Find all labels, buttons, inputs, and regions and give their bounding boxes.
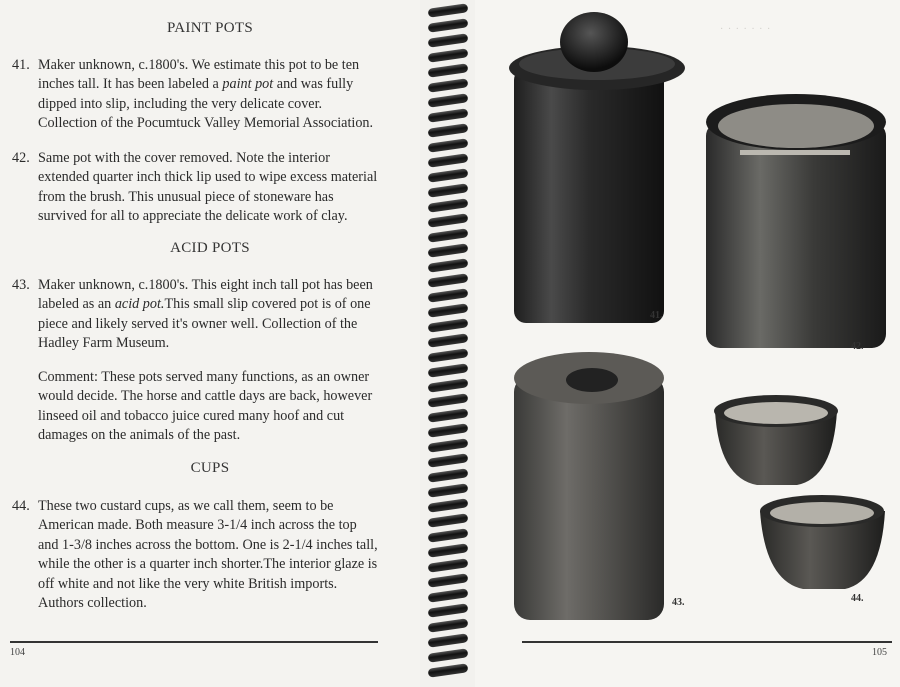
binding-coil: [428, 618, 469, 632]
pot-body: [514, 376, 664, 620]
photo-caption-41: 41.: [650, 310, 663, 321]
binding-coil: [428, 633, 469, 647]
binding-coil: [428, 78, 469, 92]
binding-coil: [428, 138, 469, 152]
custard-cup-upper: [714, 395, 838, 485]
acid-pots-comment: Comment: These pots served many functions, as an owner would decide. The horse and cattle days are back, however linseed oil and tobacco juice cured many hoof and cut damages on the animals of the past.: [38, 369, 373, 444]
photo-42-paint-pot-open: [700, 92, 890, 352]
pot-opening: [566, 368, 618, 392]
entry-text: Maker unknown, c.1800's. We estimate this pot to be ten inches tall. It has been labeled a paint pot and was fully dipped into slip, including the very delicate cover. Collection of the Pocumtuck Valley Memorial Association.: [38, 57, 374, 132]
entry-44: [12, 497, 380, 613]
binding-coil: [428, 453, 469, 467]
binding-coil: [428, 168, 469, 182]
binding-coil: [428, 243, 469, 257]
photo-43-acid-pot: [510, 348, 670, 623]
binding-coil: [428, 573, 469, 587]
page-number-left: 104: [10, 647, 25, 658]
binding-coil: [428, 483, 469, 497]
lid-knob: [560, 12, 628, 72]
binding-coil: [428, 153, 469, 167]
binding-coil: [428, 3, 469, 17]
custard-cup-lower: [760, 495, 885, 589]
entry-number: 43.: [12, 277, 30, 293]
entry-41: [12, 56, 380, 134]
binding-coil: [428, 543, 469, 557]
photo-44-custard-cups: [705, 393, 890, 608]
binding-coil: [428, 228, 469, 242]
binding-coil: [428, 588, 469, 602]
binding-coil: [428, 513, 469, 527]
pot-body: [706, 122, 886, 348]
binding-coil: [428, 663, 469, 677]
binding-coil: [428, 123, 469, 137]
photo-caption-43: 43.: [672, 597, 685, 608]
binding-coil: [428, 393, 469, 407]
binding-coil: [428, 108, 469, 122]
footer-rule-right: [522, 641, 892, 643]
photo-caption-42: 42.: [851, 341, 864, 352]
binding-coil: [428, 18, 469, 32]
spiral-binding: [420, 0, 475, 687]
interior-lip: [740, 150, 850, 155]
binding-coil: [428, 648, 469, 662]
pot-body: [514, 68, 664, 323]
binding-coil: [428, 198, 469, 212]
binding-coil: [428, 93, 469, 107]
section-heading-paint-pots: PAINT POTS: [167, 20, 253, 36]
bleed-through-text: · · · · · · ·: [720, 24, 772, 35]
entry-text: Same pot with the cover removed. Note the interior extended quarter inch thick lip used to wipe excess material from the brush. This unusual piece of stoneware has survived for all to appreciate the delicate work of clay.: [38, 150, 378, 225]
binding-coil: [428, 213, 469, 227]
binding-coil: [428, 378, 469, 392]
pot-interior: [718, 104, 874, 148]
entry-number: 42.: [12, 150, 30, 166]
binding-coil: [428, 33, 469, 47]
binding-coil: [428, 468, 469, 482]
entry-text: Maker unknown, c.1800's. This eight inch tall pot has been labeled as an acid pot.This small slip covered pot is of one piece and likely served it's owner well. Collection of the Hadley Farm Museum.: [38, 277, 373, 352]
binding-coil: [428, 63, 469, 77]
entry-number: 41.: [12, 57, 30, 73]
binding-coil: [428, 528, 469, 542]
binding-coil: [428, 183, 469, 197]
binding-coil: [428, 303, 469, 317]
entry-number: 44.: [12, 498, 30, 514]
section-heading-acid-pots: ACID POTS: [170, 240, 250, 256]
entry-42: [12, 149, 380, 227]
binding-coil: [428, 603, 469, 617]
binding-coil: [428, 363, 469, 377]
entry-text: These two custard cups, as we call them, seem to be American made. Both measure 3-1/4 inch across the top and 1-3/8 inches across the bottom. One is 2-1/4 inches tall, while the other is a quarter inch shorter.The interior glaze is off white and not like the very white British imports. Authors collection.: [38, 498, 378, 612]
photo-41-paint-pot-with-cover: [500, 8, 695, 328]
binding-coil: [428, 408, 469, 422]
binding-coil: [428, 48, 469, 62]
footer-rule-left: [10, 641, 378, 643]
binding-coil: [428, 423, 469, 437]
binding-coil: [428, 558, 469, 572]
photo-caption-44: 44.: [851, 593, 864, 604]
binding-coil: [428, 333, 469, 347]
binding-coil: [428, 438, 469, 452]
entry-43: [12, 276, 380, 354]
binding-coil: [428, 273, 469, 287]
binding-coil: [428, 348, 469, 362]
section-heading-cups: CUPS: [190, 460, 230, 476]
binding-coil: [428, 498, 469, 512]
binding-coil: [428, 258, 469, 272]
binding-coil: [428, 288, 469, 302]
page-number-right: 105: [872, 647, 887, 658]
binding-coil: [428, 318, 469, 332]
